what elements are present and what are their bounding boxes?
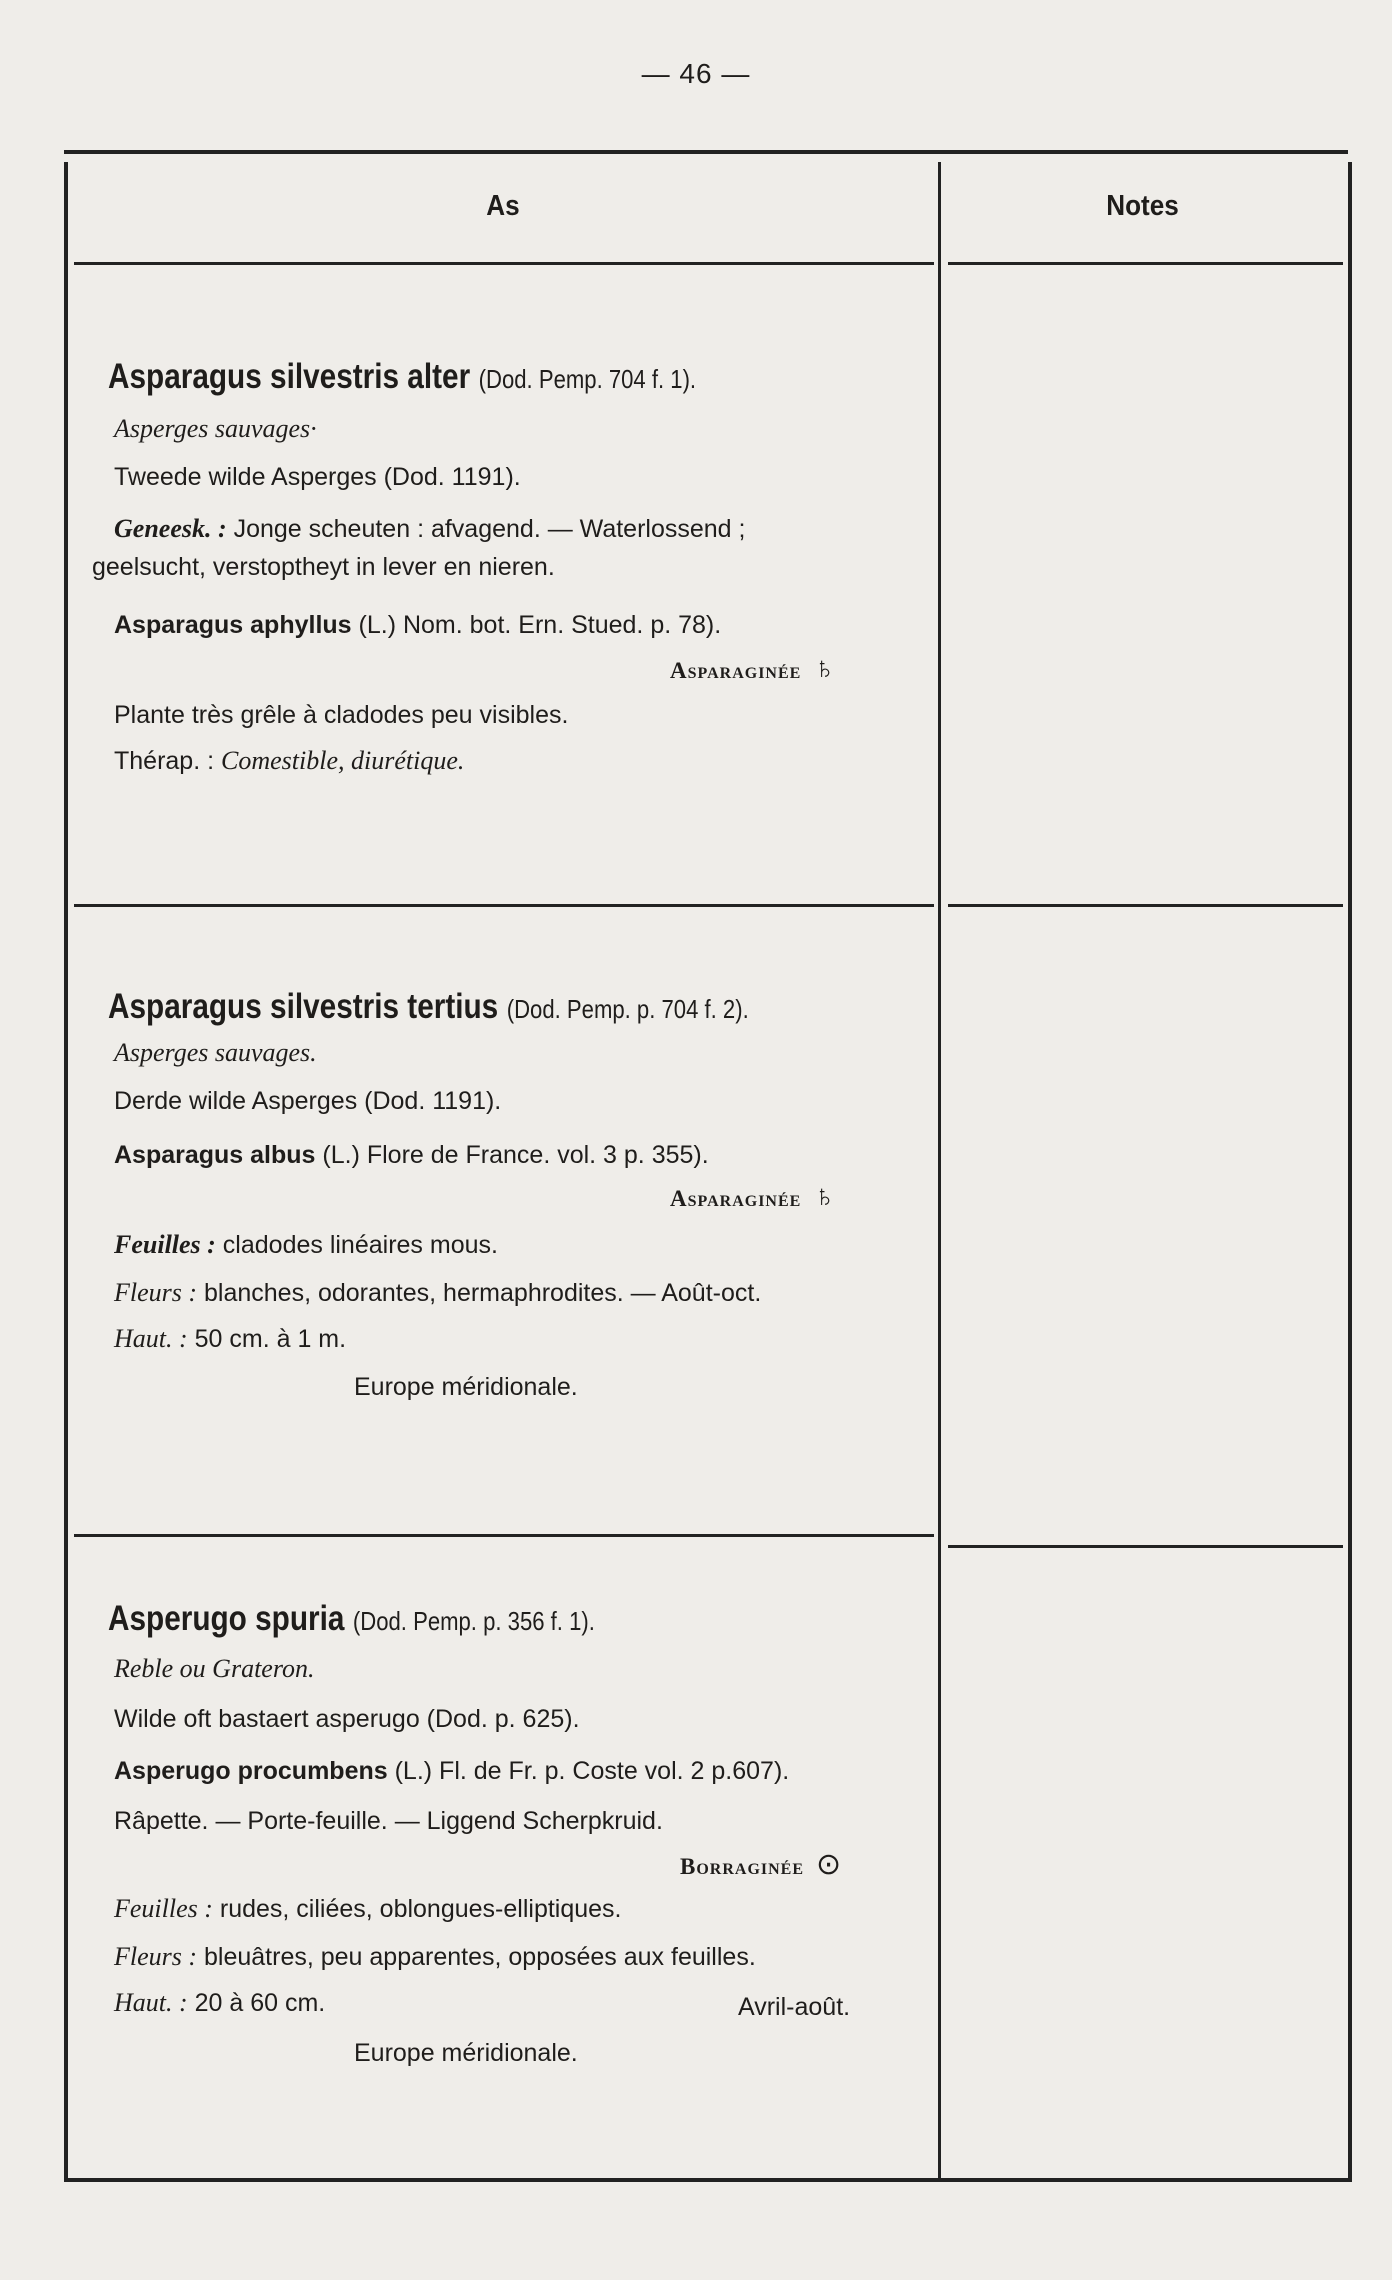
leaves: Feuilles : rudes, ciliées, oblongues-elliptiques. (114, 1894, 622, 1923)
dutch-name: Tweede wilde Asperges (Dod. 1191). (114, 463, 521, 491)
region: Europe méridionale. (354, 1373, 578, 1401)
common-names: Râpette. — Porte-feuille. — Liggend Scherpkruid. (114, 1807, 663, 1835)
height: Haut. : 50 cm. à 1 m. (114, 1324, 347, 1353)
entry-rule-2-right (948, 1545, 1343, 1548)
flowers: Fleurs : blanches, odorantes, hermaphrodites. — Août-oct. (114, 1278, 762, 1307)
herbarium-sheet (64, 150, 1348, 2184)
vernacular-name: Reble ou Grateron. (114, 1654, 315, 1683)
column-divider (938, 162, 941, 2178)
dutch-name: Wilde oft bastaert asperugo (Dod. p. 625). (114, 1705, 580, 1733)
header-rule-right (948, 262, 1343, 265)
entry-rule-1-left (74, 904, 934, 907)
modern-name: Asparagus albus (L.) Flore de France. vol. 3 p. 355). (114, 1141, 709, 1169)
page-number: — 46 — (641, 58, 751, 89)
annual-symbol-icon: ⊙ (816, 1848, 842, 1881)
family-label: Asparaginée ♄ (670, 652, 836, 685)
entries-table (64, 162, 1352, 2182)
entry-reference: (Dod. Pemp. p. 704 f. 2). (506, 994, 749, 1024)
entry-asparagus-silvestris-tertius (108, 987, 928, 1432)
medicinal-use: Geneesk. : Jonge scheuten : afvagend. — Waterlossend ; (114, 514, 746, 543)
region: Europe méridionale. (354, 2039, 578, 2067)
entry-title: Asperugo spuria (Dod. Pemp. p. 356 f. 1). (108, 1599, 595, 1638)
therapeutic-use: Thérap. : Comestible, diurétique. (114, 746, 465, 775)
vernacular-name: Asperges sauvages. (114, 1038, 317, 1067)
leaves: Feuilles : cladodes linéaires mous. (114, 1230, 498, 1259)
medicinal-use-cont: geelsucht, verstoptheyt in lever en nieren. (92, 553, 555, 581)
header-notes: Notes (1106, 190, 1179, 222)
family-label: Borraginée ⊙ (680, 1848, 842, 1881)
header-rule-left (74, 262, 934, 265)
entry-rule-1-right (948, 904, 1343, 907)
height: Haut. : 20 à 60 cm. (114, 1988, 326, 2017)
geneesk-label: Geneesk. : (114, 514, 227, 543)
entry-title: Asparagus silvestris tertius (Dod. Pemp. p. 704 f. 2). (108, 987, 749, 1026)
vernacular-name: Asperges sauvages· (114, 414, 317, 443)
flowers: Fleurs : bleuâtres, peu apparentes, opposées aux feuilles. (114, 1942, 756, 1971)
header-as: As (486, 190, 520, 222)
shrub-symbol-icon: ♄ (813, 652, 836, 685)
entry-title: Asparagus silvestris alter (Dod. Pemp. 704 f. 1). (108, 357, 697, 396)
entry-reference: (Dod. Pemp. 704 f. 1). (478, 364, 697, 394)
entry-reference: (Dod. Pemp. p. 356 f. 1). (352, 1606, 595, 1636)
modern-name: Asparagus aphyllus (L.) Nom. bot. Ern. Stued. p. 78). (114, 611, 722, 639)
description: Plante très grêle à cladodes peu visibles. (114, 701, 569, 729)
entry-asperugo-spuria (108, 1599, 928, 2074)
modern-name: Asperugo procumbens (L.) Fl. de Fr. p. Coste vol. 2 p.607). (114, 1757, 790, 1785)
shrub-symbol-icon: ♄ (813, 1180, 836, 1213)
family-label: Asparaginée ♄ (670, 1180, 836, 1213)
entry-asparagus-silvestris-alter (92, 357, 928, 802)
dutch-name: Derde wilde Asperges (Dod. 1191). (114, 1087, 502, 1115)
flowering-period: Avril-août. (738, 1993, 851, 2021)
entry-rule-2-left (74, 1534, 934, 1537)
